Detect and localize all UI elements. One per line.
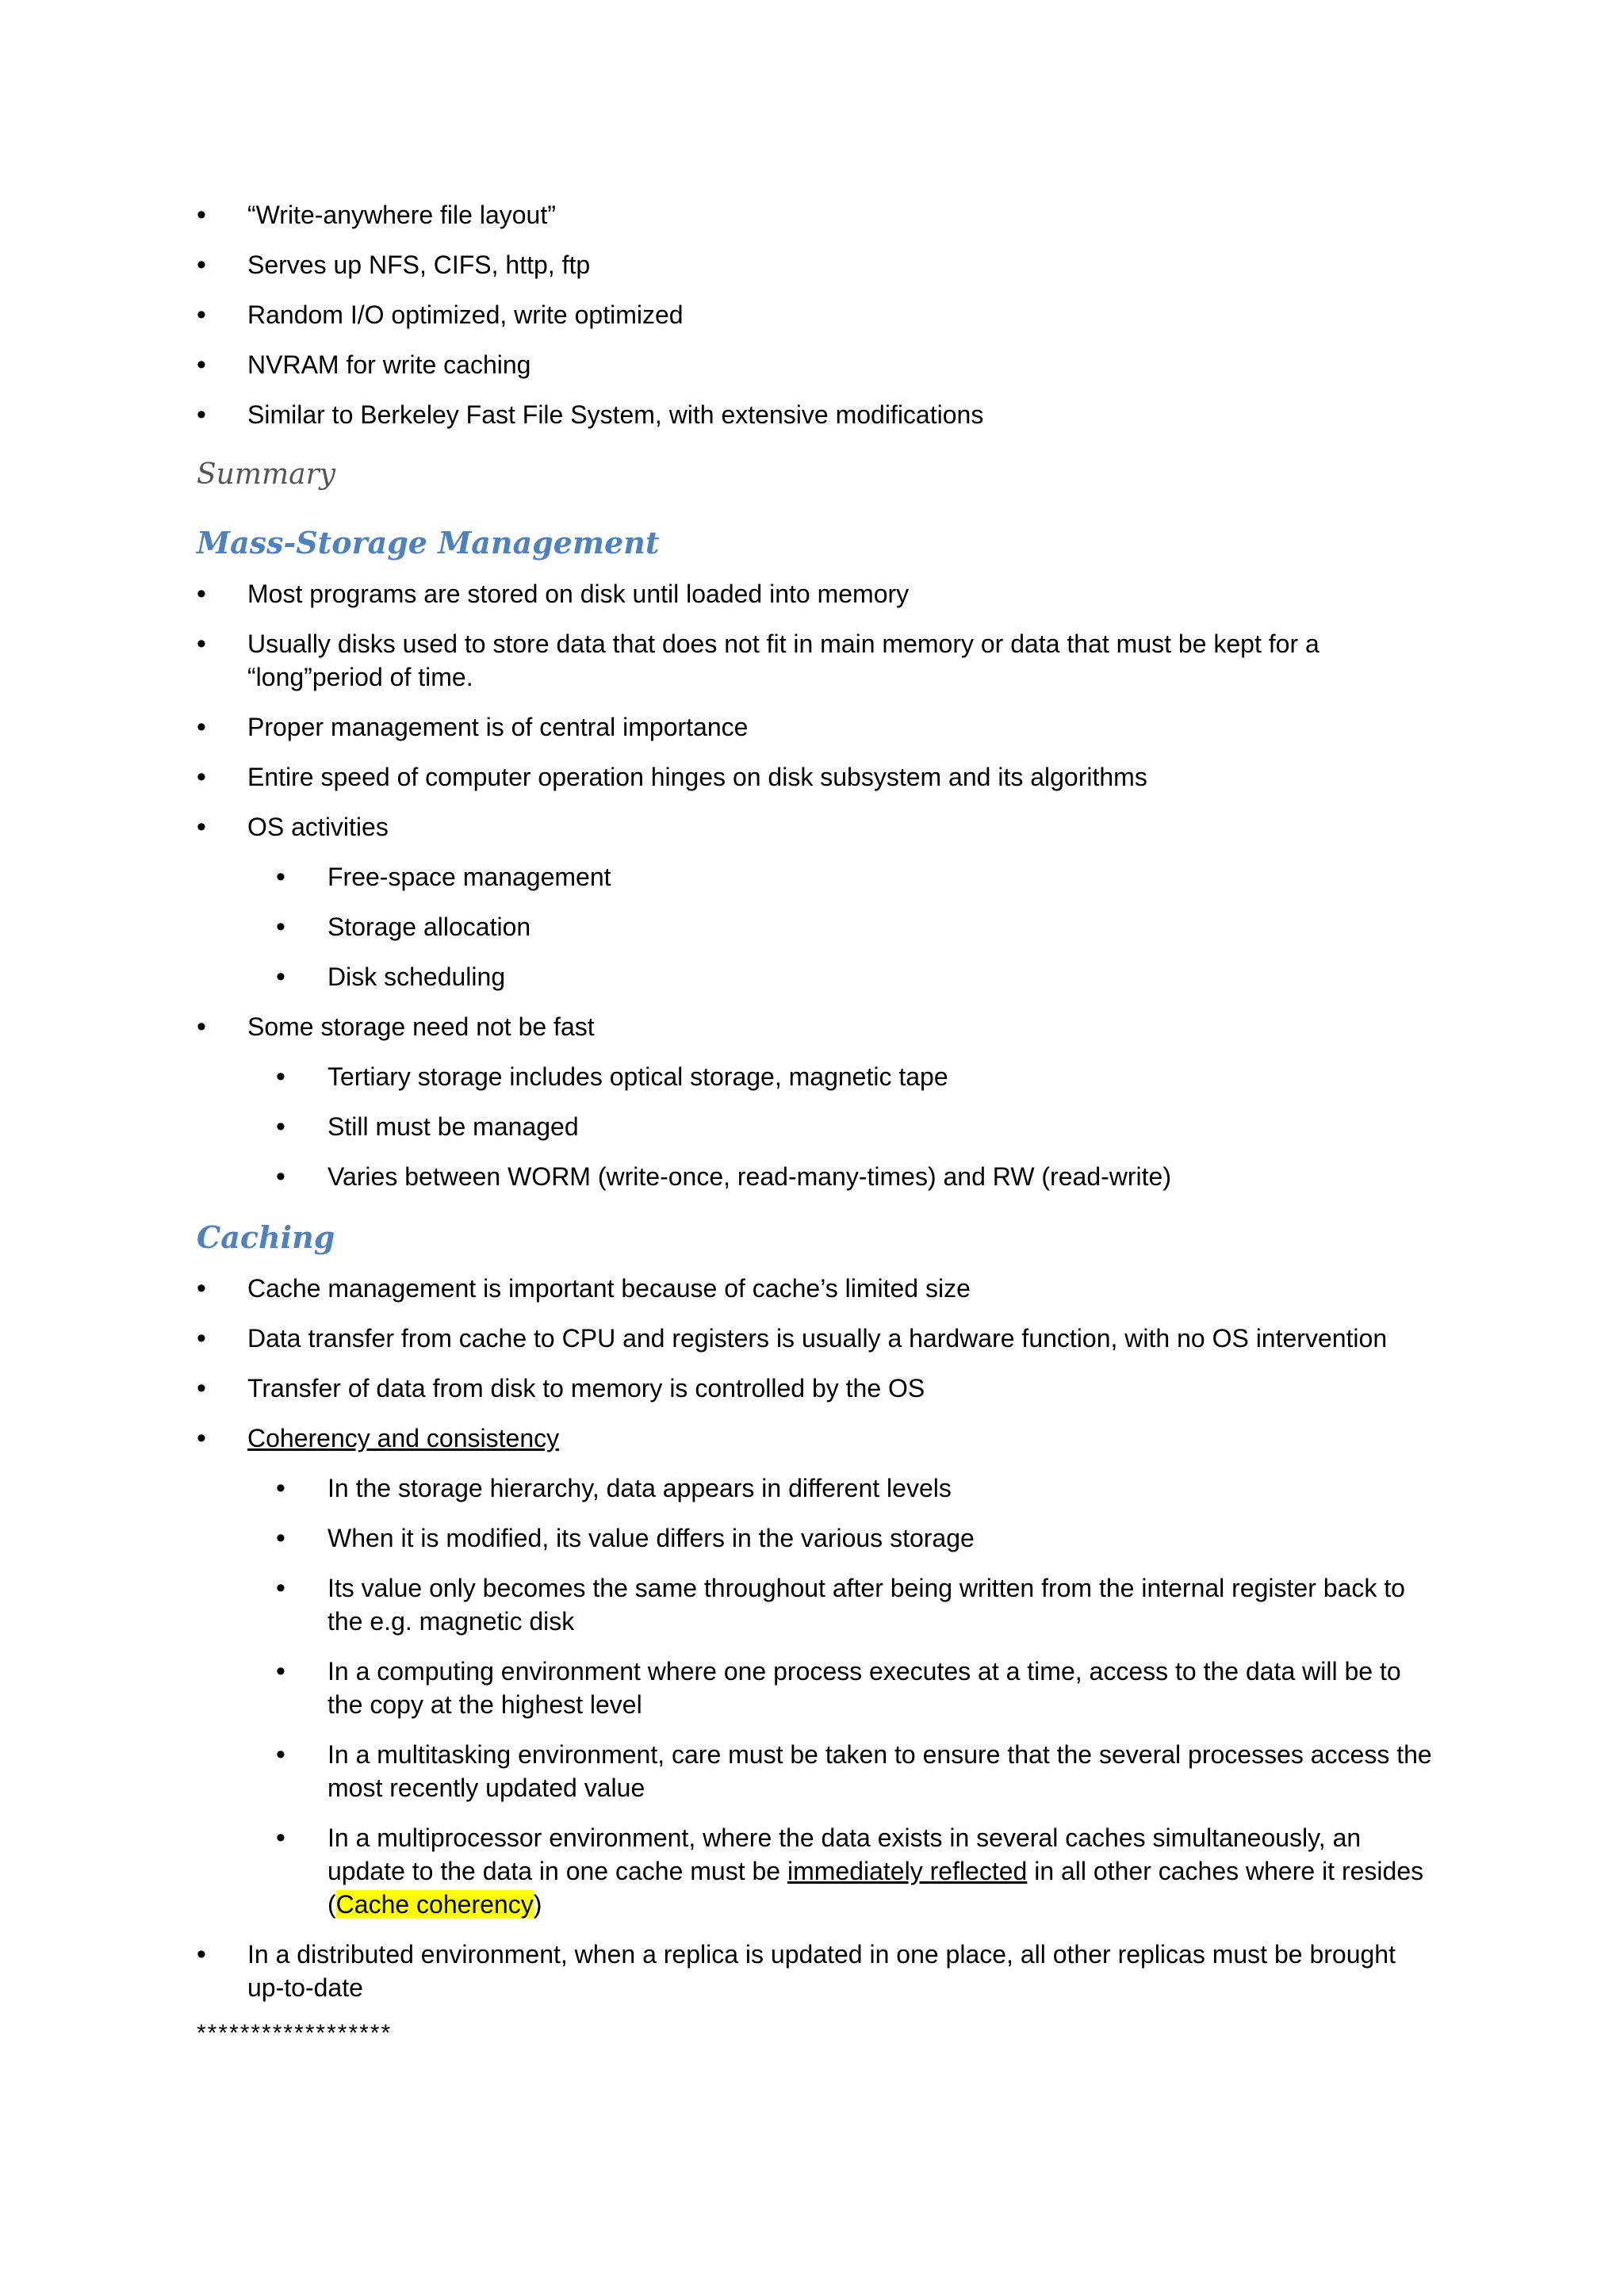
sub-list-item: • Tertiary storage includes optical storage, magnetic tape (197, 1060, 1434, 1093)
list-item: • Usually disks used to store data that does not fit in main memory or data that must be kept for a “long”period of time. (197, 627, 1434, 694)
sub-list-item: • In a multitasking environment, care must be taken to ensure that the several processes access the most recently updated value (197, 1738, 1434, 1804)
mass-storage-list (197, 577, 1434, 844)
list-item: • Random I/O optimized, write optimized (197, 298, 1434, 331)
list-item: • Data transfer from cache to CPU and registers is usually a hardware function, with no OS intervention (197, 1322, 1434, 1355)
immediately-reflected-text: immediately reflected (787, 1857, 1028, 1885)
list-item (197, 1422, 1434, 1455)
sub-list-item: • Storage allocation (197, 910, 1434, 943)
os-activities-sublist (197, 860, 1434, 993)
intro-list-block (197, 198, 1434, 431)
summary-heading: Summary (197, 458, 336, 491)
caching-heading: Caching (197, 1219, 335, 1255)
sub-list-item: • In the storage hierarchy, data appears in different levels (197, 1471, 1434, 1505)
list-item: • “Write-anywhere file layout” (197, 198, 1434, 232)
multiprocessor-text-1: In a multiprocessor environment, where the data exists in several caches simultaneously, an update to the data in one cache must be (327, 1823, 1362, 1885)
sub-list-item (197, 1821, 1434, 1921)
sub-list-item: • Disk scheduling (197, 960, 1434, 993)
coherency-label: Coherency and consistency (247, 1424, 560, 1452)
sub-list-item: • Varies between WORM (write-once, read-many-times) and RW (read-write) (197, 1160, 1434, 1193)
caching-list (197, 1272, 1434, 1455)
multiprocessor-text-2: in all other caches where it resides ( (327, 1857, 1424, 1919)
list-item: • OS activities (197, 810, 1434, 844)
not-fast-sublist (197, 1060, 1434, 1193)
not-fast-list (197, 1010, 1434, 1043)
sub-list-item: • When it is modified, its value differs in the various storage (197, 1521, 1434, 1555)
separator-stars: ****************** (197, 2020, 393, 2046)
list-item: • Cache management is important because of cache’s limited size (197, 1272, 1434, 1305)
mass-storage-list-block (197, 577, 1434, 1193)
intro-list (197, 198, 1434, 431)
list-item: • Similar to Berkeley Fast File System, with extensive modifications (197, 398, 1434, 431)
list-item: • Most programs are stored on disk until loaded into memory (197, 577, 1434, 610)
list-item: • Proper management is of central importance (197, 710, 1434, 744)
sub-list-item: • Still must be managed (197, 1110, 1434, 1143)
caching-list-block (197, 1272, 1434, 2004)
list-item: • In a distributed environment, when a replica is updated in one place, all other replicas must be brought up-to-date (197, 1938, 1434, 2004)
coherency-sublist (197, 1471, 1434, 1921)
sub-list-item: • Free-space management (197, 860, 1434, 894)
list-item: • NVRAM for write caching (197, 348, 1434, 381)
sub-list-item: • Its value only becomes the same throughout after being written from the internal register back to the e.g. magnetic disk (197, 1571, 1434, 1638)
multiprocessor-text-3: ) (533, 1890, 542, 1919)
cache-coherency-highlight: Cache coherency (335, 1890, 534, 1919)
distributed-list (197, 1938, 1434, 2004)
list-item: • Serves up NFS, CIFS, http, ftp (197, 248, 1434, 281)
list-item: • Entire speed of computer operation hinges on disk subsystem and its algorithms (197, 760, 1434, 794)
list-item: • Transfer of data from disk to memory is controlled by the OS (197, 1372, 1434, 1405)
list-item: • Some storage need not be fast (197, 1010, 1434, 1043)
mass-storage-heading: Mass-Storage Management (197, 525, 660, 561)
sub-list-item: • In a computing environment where one process executes at a time, access to the data will be to the copy at the highest level (197, 1655, 1434, 1721)
